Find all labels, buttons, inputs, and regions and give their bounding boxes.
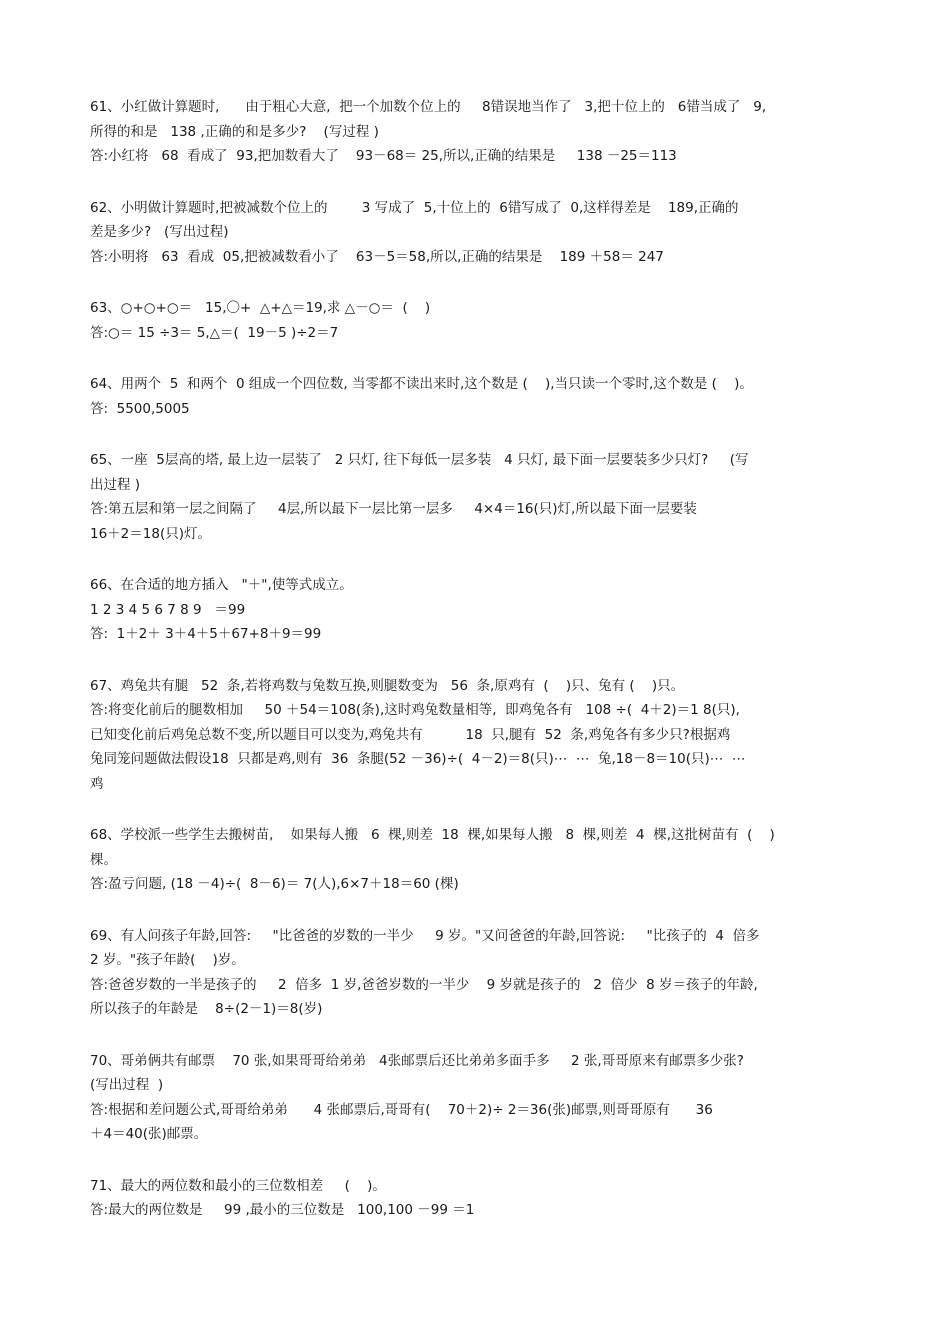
- problem-line: 16＋2＝18(只)灯。: [90, 525, 211, 542]
- spacer: [90, 1147, 890, 1174]
- problem-line: 答:最大的两位数是 99 ,最小的三位数是 100,100 －99 ＝1: [90, 1202, 475, 1218]
- problem-line: 65、一座 5层高的塔, 最上边一层装了 2 只灯, 往下每低一层多装 4 只灯, 最下面一层要装多少只灯? (写: [90, 452, 749, 468]
- problem-line: 所以孩子的年龄是 8÷(2－1)＝8(岁): [90, 1001, 323, 1017]
- problem-line: 69、有人问孩子年龄,回答: "比爸爸的岁数的一半少 9 岁。"又问爸爸的年龄,回答说: "比孩子的 4 倍多: [90, 927, 760, 944]
- spacer: [90, 1022, 890, 1049]
- problem-list: [90, 95, 890, 1223]
- problem-line: (写出过程 ): [90, 1077, 164, 1093]
- problem-68: [90, 823, 890, 897]
- spacer: [90, 897, 890, 924]
- problem-line: 62、小明做计算题时,把被减数个位上的 3 写成了 5,十位上的 6错写成了 0,这样得差是 189,正确的: [90, 199, 739, 216]
- problem-65: [90, 448, 890, 546]
- spacer: [90, 421, 890, 448]
- problem-line: 棵。: [90, 851, 117, 868]
- problem-line: 2 岁。"孩子年龄( )岁。: [90, 952, 245, 968]
- spacer: [90, 269, 890, 296]
- problem-line: 67、鸡兔共有腿 52 条,若将鸡数与兔数互换,则腿数变为 56 条,原鸡有 ( )只、兔有 ( )只。: [90, 677, 685, 694]
- problem-64: [90, 372, 890, 421]
- problem-line: 答: 1＋2＋ 3＋4＋5＋67+8＋9＝99: [90, 626, 322, 642]
- problem-line: 66、在合适的地方插入 "＋",使等式成立。: [90, 577, 353, 593]
- spacer: [90, 546, 890, 573]
- problem-line: 答:小明将 63 看成 05,把被减数看小了 63－5＝58,所以,正确的结果是 189 ＋58＝ 247: [90, 248, 664, 265]
- problem-line: 答: 5500,5005: [90, 400, 190, 417]
- problem-line: 答:根据和差问题公式,哥哥给弟弟 4 张邮票后,哥哥有( 70＋2)÷ 2＝36(张)邮票,则哥哥原有 36: [90, 1101, 713, 1118]
- problem-66: [90, 573, 890, 647]
- problem-line: 答:○＝ 15 ÷3＝ 5,△＝( 19－5 )÷2＝7: [90, 324, 339, 341]
- problem-62: [90, 196, 890, 270]
- problem-line: 兔同笼问题做法假设18 只都是鸡,则有 36 条腿(52 －36)÷( 4－2)＝8(只)⋯ ⋯ 兔,18－8＝10(只)⋯ ⋯: [90, 751, 746, 767]
- problem-69: [90, 924, 890, 1022]
- spacer: [90, 796, 890, 823]
- problem-line: 70、哥弟俩共有邮票 70 张,如果哥哥给弟弟 4张邮票后还比弟弟多面手多 2 张,哥哥原来有邮票多少张?: [90, 1052, 744, 1069]
- problem-70: [90, 1049, 890, 1147]
- problem-61: [90, 95, 890, 169]
- problem-line: 64、用两个 5 和两个 0 组成一个四位数, 当零都不读出来时,这个数是 ( ),当只读一个零时,这个数是 ( )。: [90, 376, 753, 392]
- problem-63: [90, 296, 890, 345]
- problem-line: 答:将变化前后的腿数相加 50 ＋54＝108(条),这时鸡兔数量相等, 即鸡兔各有 108 ÷( 4＋2)＝1 8(只),: [90, 702, 740, 718]
- spacer: [90, 345, 890, 372]
- problem-71: [90, 1174, 890, 1223]
- spacer: [90, 647, 890, 674]
- problem-67: [90, 674, 890, 797]
- problem-line: 答:盈亏问题, (18 －4)÷( 8－6)＝ 7(人),6×7＋18＝60 (棵): [90, 876, 459, 892]
- problem-line: 63、○+○+○＝ 15,〇+ △+△＝19,求 △－○＝ ( ): [90, 300, 431, 316]
- problem-line: ＋4＝40(张)邮票。: [90, 1126, 208, 1142]
- problem-line: 已知变化前后鸡兔总数不变,所以题目可以变为,鸡兔共有 18 只,腿有 52 条,鸡兔各有多少只?根据鸡: [90, 726, 731, 743]
- problem-line: 71、最大的两位数和最小的三位数相差 ( )。: [90, 1177, 386, 1194]
- problem-line: 答:小红将 68 看成了 93,把加数看大了 93－68＝ 25,所以,正确的结果是 138 －25＝113: [90, 148, 677, 164]
- problem-line: 鸡: [90, 775, 104, 792]
- spacer: [90, 169, 890, 196]
- problem-line: 68、学校派一些学生去搬树苗, 如果每人搬 6 棵,则差 18 棵,如果每人搬 8 棵,则差 4 棵,这批树苗有 ( ): [90, 827, 775, 843]
- problem-line: 1 2 3 4 5 6 7 8 9 ＝99: [90, 601, 246, 618]
- problem-line: 所得的和是 138 ,正确的和是多少? (写过程 ): [90, 123, 379, 140]
- problem-line: 差是多少? (写出过程): [90, 224, 229, 240]
- problem-line: 答:第五层和第一层之间隔了 4层,所以最下一层比第一层多 4×4＝16(只)灯,所以最下面一层要装: [90, 501, 697, 517]
- problem-line: 答:爸爸岁数的一半是孩子的 2 倍多 1 岁,爸爸岁数的一半少 9 岁就是孩子的 2 倍少 8 岁＝孩子的年龄,: [90, 976, 758, 993]
- problem-line: 出过程 ): [90, 476, 141, 493]
- problem-line: 61、小红做计算题时, 由于粗心大意, 把一个加数个位上的 8错误地当作了 3,把十位上的 6错当成了 9,: [90, 99, 767, 115]
